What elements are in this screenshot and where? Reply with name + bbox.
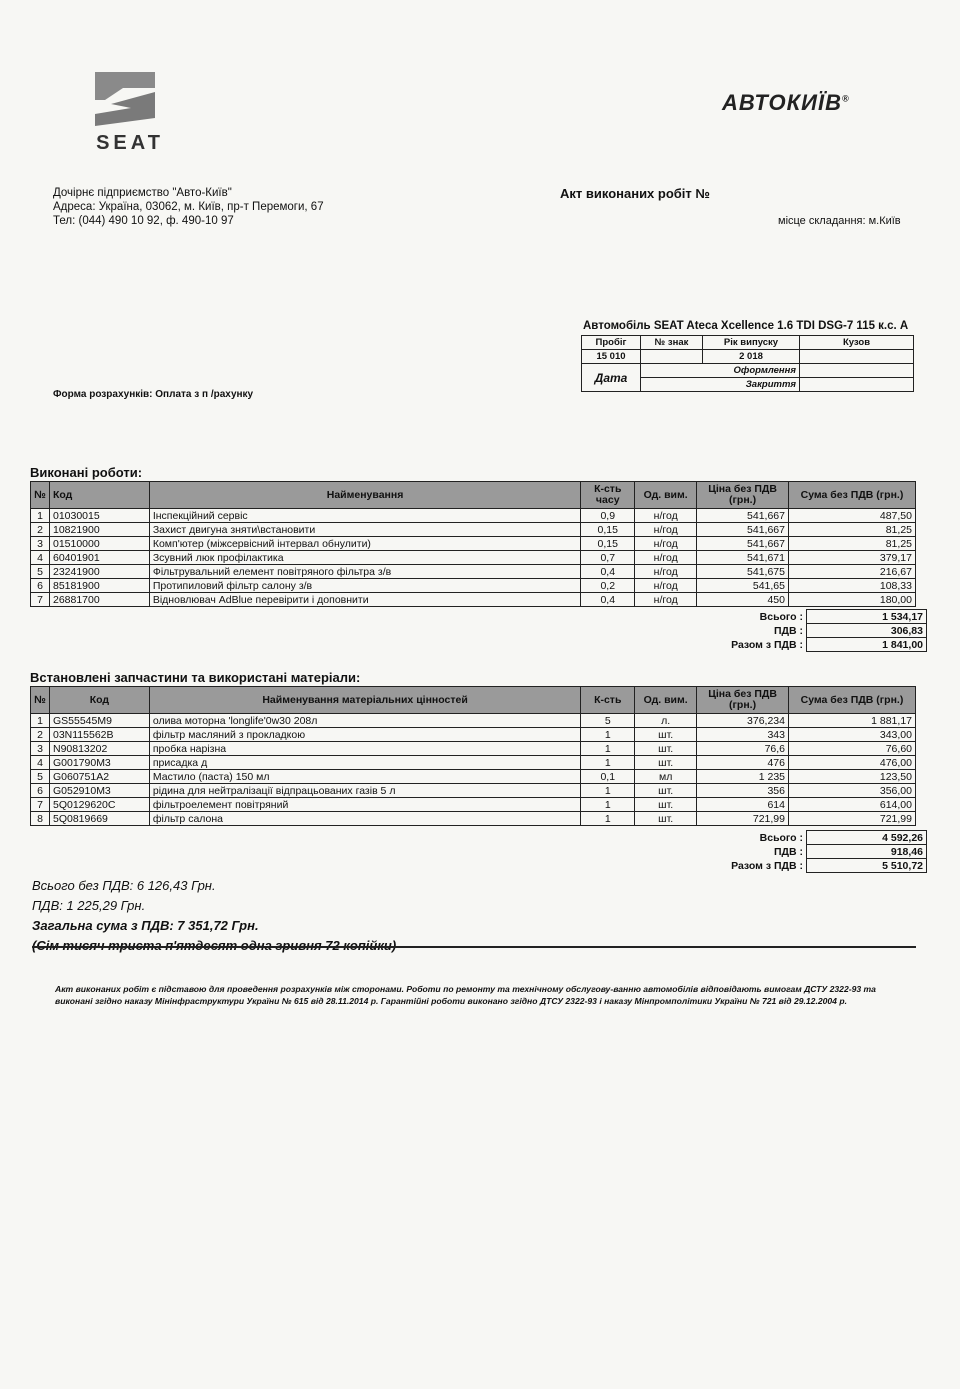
works-cell-code: 10821900	[49, 523, 149, 537]
works-cell-qty: 0,15	[581, 537, 635, 551]
parts-total-value: 4 592,26	[807, 831, 927, 845]
works-col-code: Код	[49, 482, 149, 509]
works-cell-num: 4	[31, 551, 50, 565]
parts-title: Встановлені запчастини та використані матеріали:	[30, 670, 361, 685]
autokyiv-logo	[722, 90, 850, 116]
parts-cell-unit: л.	[635, 714, 697, 728]
parts-cell-code: GS55545M9	[49, 714, 149, 728]
works-col-sum: Сума без ПДВ (грн.)	[789, 482, 916, 509]
works-total-label: Всього :	[759, 610, 803, 623]
parts-cell-sum: 123,50	[789, 770, 916, 784]
works-row	[31, 579, 916, 593]
parts-cell-num: 6	[31, 784, 50, 798]
parts-col-price: Ціна без ПДВ (грн.)	[697, 687, 789, 714]
works-cell-sum: 487,50	[789, 509, 916, 523]
works-cell-num: 1	[31, 509, 50, 523]
col-body: Кузов	[800, 336, 914, 350]
works-cell-price: 450	[697, 593, 789, 607]
works-cell-qty: 0,7	[581, 551, 635, 565]
parts-grand-value: 5 510,72	[807, 859, 927, 873]
works-cell-price: 541,667	[697, 537, 789, 551]
works-cell-name: Комп'ютер (міжсервісний інтервал обнулити)	[149, 537, 580, 551]
parts-cell-code: 5Q0129620C	[49, 798, 149, 812]
works-cell-unit: н/год	[635, 579, 697, 593]
works-cell-code: 01510000	[49, 537, 149, 551]
works-cell-name: Відновлювач AdBlue перевірити і доповнити	[149, 593, 580, 607]
parts-cell-unit: шт.	[635, 812, 697, 826]
parts-table	[30, 686, 916, 826]
parts-grand-label: Разом з ПДВ :	[731, 859, 803, 872]
parts-cell-price: 476	[697, 756, 789, 770]
company-phone: Тел: (044) 490 10 92, ф. 490-10 97	[53, 215, 234, 227]
works-cell-name: Протипиловий фільтр салону з/в	[149, 579, 580, 593]
works-row	[31, 551, 916, 565]
works-cell-code: 01030015	[49, 509, 149, 523]
works-cell-num: 6	[31, 579, 50, 593]
parts-cell-code: 03N115562B	[49, 728, 149, 742]
works-col-name: Найменування	[149, 482, 580, 509]
parts-cell-price: 1 235	[697, 770, 789, 784]
parts-cell-num: 1	[31, 714, 50, 728]
closing-label: Закриття	[641, 378, 800, 392]
works-cell-code: 23241900	[49, 565, 149, 579]
works-col-unit: Од. вим.	[635, 482, 697, 509]
works-cell-name: Зсувний люк профілактика	[149, 551, 580, 565]
parts-col-num: №	[31, 687, 50, 714]
registration-label: Оформлення	[641, 364, 800, 378]
summary-total: Загальна сума з ПДВ: 7 351,72 Грн.	[32, 918, 259, 933]
works-cell-sum: 81,25	[789, 537, 916, 551]
parts-cell-sum: 76,60	[789, 742, 916, 756]
mileage-value: 15 010	[582, 350, 641, 364]
works-cell-price: 541,667	[697, 509, 789, 523]
divider-line	[32, 946, 916, 948]
parts-cell-qty: 5	[581, 714, 635, 728]
parts-cell-price: 721,99	[697, 812, 789, 826]
parts-row	[31, 728, 916, 742]
payment-form: Форма розрахунків: Оплата з п /рахунку	[53, 389, 254, 400]
works-cell-qty: 0,4	[581, 565, 635, 579]
works-cell-num: 5	[31, 565, 50, 579]
body-value	[800, 350, 914, 364]
works-col-num: №	[31, 482, 50, 509]
company-name: Дочірнє підприємство "Авто-Київ"	[53, 187, 232, 199]
company-info	[53, 186, 324, 228]
parts-col-qty: К-сть	[581, 687, 635, 714]
col-plate: № знак	[641, 336, 703, 350]
parts-row	[31, 770, 916, 784]
parts-cell-name: фільтр салона	[149, 812, 580, 826]
works-cell-qty: 0,15	[581, 523, 635, 537]
parts-row	[31, 784, 916, 798]
parts-cell-name: фільтр масляний з прокладкою	[149, 728, 580, 742]
year-value: 2 018	[703, 350, 800, 364]
parts-cell-num: 8	[31, 812, 50, 826]
company-address: Адреса: Україна, 03062, м. Київ, пр-т Перемоги, 67	[53, 201, 324, 213]
registered-icon: ®	[842, 93, 850, 104]
works-vat-value: 306,83	[807, 624, 927, 638]
works-cell-qty: 0,4	[581, 593, 635, 607]
works-row	[31, 565, 916, 579]
parts-col-sum: Сума без ПДВ (грн.)	[789, 687, 916, 714]
parts-cell-name: присадка д	[149, 756, 580, 770]
parts-cell-sum: 476,00	[789, 756, 916, 770]
car-title: Автомобіль SEAT Ateca Xcellence 1.6 TDI DSG-7 115 к.с. А	[583, 320, 909, 332]
parts-cell-price: 376,234	[697, 714, 789, 728]
parts-cell-num: 4	[31, 756, 50, 770]
seat-logo	[75, 70, 185, 154]
parts-cell-num: 5	[31, 770, 50, 784]
parts-cell-code: G001790M3	[49, 756, 149, 770]
parts-totals	[680, 830, 927, 873]
works-row	[31, 537, 916, 551]
parts-cell-name: Мастило (паста) 150 мл	[149, 770, 580, 784]
parts-cell-num: 3	[31, 742, 50, 756]
parts-row	[31, 742, 916, 756]
parts-cell-qty: 1	[581, 756, 635, 770]
works-col-qty: К-сть часу	[581, 482, 635, 509]
parts-cell-price: 343	[697, 728, 789, 742]
works-cell-price: 541,65	[697, 579, 789, 593]
parts-cell-unit: мл	[635, 770, 697, 784]
parts-cell-qty: 1	[581, 728, 635, 742]
works-cell-num: 3	[31, 537, 50, 551]
closing-value	[800, 378, 914, 392]
works-grand-label: Разом з ПДВ :	[731, 638, 803, 651]
works-grand-value: 1 841,00	[807, 638, 927, 652]
parts-cell-unit: шт.	[635, 728, 697, 742]
parts-cell-name: рідина для нейтралізації відпрацьованих газів 5 л	[149, 784, 580, 798]
place-of-issue: місце складання: м.Київ	[778, 215, 901, 227]
works-col-price: Ціна без ПДВ (грн.)	[697, 482, 789, 509]
works-title: Виконані роботи:	[30, 465, 143, 480]
works-cell-num: 2	[31, 523, 50, 537]
parts-cell-qty: 1	[581, 812, 635, 826]
works-cell-unit: н/год	[635, 537, 697, 551]
parts-cell-code: N90813202	[49, 742, 149, 756]
parts-cell-qty: 1	[581, 798, 635, 812]
parts-cell-qty: 1	[581, 784, 635, 798]
parts-vat-label: ПДВ :	[773, 845, 803, 858]
works-totals	[680, 609, 927, 652]
works-cell-sum: 180,00	[789, 593, 916, 607]
seat-s-icon	[75, 70, 185, 128]
works-row	[31, 523, 916, 537]
summary-vat: ПДВ: 1 225,29 Грн.	[32, 898, 146, 913]
works-cell-sum: 81,25	[789, 523, 916, 537]
parts-cell-unit: шт.	[635, 742, 697, 756]
works-vat-label: ПДВ :	[773, 624, 803, 637]
parts-cell-name: олива моторна 'longlife'0w30 208л	[149, 714, 580, 728]
works-cell-unit: н/год	[635, 509, 697, 523]
works-cell-qty: 0,9	[581, 509, 635, 523]
parts-cell-num: 2	[31, 728, 50, 742]
registration-value	[800, 364, 914, 378]
works-cell-code: 85181900	[49, 579, 149, 593]
parts-cell-unit: шт.	[635, 756, 697, 770]
works-cell-unit: н/год	[635, 593, 697, 607]
parts-cell-sum: 614,00	[789, 798, 916, 812]
summary	[32, 876, 396, 956]
parts-vat-value: 918,46	[807, 845, 927, 859]
parts-cell-sum: 721,99	[789, 812, 916, 826]
parts-cell-price: 356	[697, 784, 789, 798]
parts-cell-unit: шт.	[635, 798, 697, 812]
parts-cell-code: G060751A2	[49, 770, 149, 784]
works-header-row	[31, 482, 916, 509]
seat-brand-text: SEAT	[96, 132, 164, 154]
works-cell-sum: 379,17	[789, 551, 916, 565]
col-mileage: Пробіг	[582, 336, 641, 350]
act-title: Акт виконаних робіт №	[560, 186, 710, 201]
date-label: Дата	[582, 364, 641, 392]
parts-col-unit: Од. вим.	[635, 687, 697, 714]
summary-without-vat: Всього без ПДВ: 6 126,43 Грн.	[32, 878, 216, 893]
works-cell-qty: 0,2	[581, 579, 635, 593]
parts-col-code: Код	[49, 687, 149, 714]
works-cell-code: 60401901	[49, 551, 149, 565]
works-cell-price: 541,671	[697, 551, 789, 565]
works-cell-sum: 108,33	[789, 579, 916, 593]
parts-cell-code: 5Q0819669	[49, 812, 149, 826]
works-cell-unit: н/год	[635, 551, 697, 565]
parts-cell-name: фільтроелемент повітряний	[149, 798, 580, 812]
works-cell-name: Фільтрувальний елемент повітряного фільтра з/в	[149, 565, 580, 579]
parts-header-row	[31, 687, 916, 714]
works-cell-code: 26881700	[49, 593, 149, 607]
works-row	[31, 593, 916, 607]
parts-cell-qty: 1	[581, 742, 635, 756]
works-cell-name: Інспекційний сервіс	[149, 509, 580, 523]
parts-cell-sum: 1 881,17	[789, 714, 916, 728]
legal-note: Акт виконаних робіт є підставою для проведення розрахунків між сторонами. Роботи по ремонту та технічному обслугову-ванню автомобілів відповідають вимогам ДСТУ 2322-93 та виконані згідно наказу Мінінфраструктури України № 615 від 28.11.2014 р. Гарантійні роботи виконано згідно ДТСУ 2322-93 і наказу Мінпромполітики України № 721 від 29.12.2004 р.	[55, 984, 876, 1006]
works-row	[31, 509, 916, 523]
parts-row	[31, 714, 916, 728]
works-cell-price: 541,675	[697, 565, 789, 579]
summary-in-words: (Сім тисяч триста п'ятдесят одна гривня 72 копійки)	[32, 938, 397, 953]
works-total-value: 1 534,17	[807, 610, 927, 624]
autokyiv-brand-text: АВТОКИЇВ	[722, 90, 842, 115]
parts-cell-price: 614	[697, 798, 789, 812]
parts-row	[31, 812, 916, 826]
works-cell-sum: 216,67	[789, 565, 916, 579]
parts-col-name: Найменування матеріальних цінностей	[149, 687, 580, 714]
parts-cell-sum: 356,00	[789, 784, 916, 798]
works-cell-unit: н/год	[635, 565, 697, 579]
works-cell-num: 7	[31, 593, 50, 607]
works-cell-price: 541,667	[697, 523, 789, 537]
col-year: Рік випуску	[703, 336, 800, 350]
parts-row	[31, 756, 916, 770]
parts-cell-code: G052910M3	[49, 784, 149, 798]
car-info-table	[581, 335, 914, 392]
works-table	[30, 481, 916, 607]
parts-cell-qty: 0,1	[581, 770, 635, 784]
parts-row	[31, 798, 916, 812]
parts-total-label: Всього :	[759, 831, 803, 844]
parts-cell-num: 7	[31, 798, 50, 812]
works-cell-unit: н/год	[635, 523, 697, 537]
parts-cell-name: пробка нарізна	[149, 742, 580, 756]
works-cell-name: Захист двигуна зняти\встановити	[149, 523, 580, 537]
parts-cell-unit: шт.	[635, 784, 697, 798]
plate-value	[641, 350, 703, 364]
parts-cell-price: 76,6	[697, 742, 789, 756]
parts-cell-sum: 343,00	[789, 728, 916, 742]
